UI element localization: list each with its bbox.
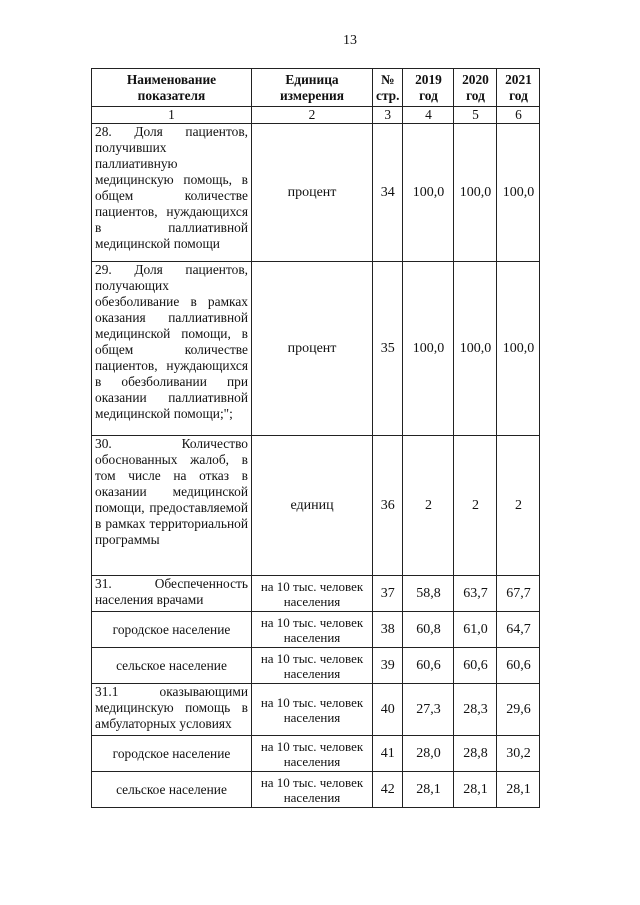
value-2020: 2 <box>454 436 497 576</box>
indicator-name: 29. Доля пациентов, получающих обезболивание в рамках оказания паллиативной медицинской помощи, в общем количестве пациентов, нуждающихся в обезболивании при оказании паллиативной медицинской помощи;"; <box>92 262 252 436</box>
unit-cell: на 10 тыс. человек населения <box>252 612 373 648</box>
header-year-2020: 2020 год <box>454 69 497 107</box>
column-number-row <box>92 107 540 124</box>
line-number-cell: 36 <box>373 436 403 576</box>
value-2019: 28,1 <box>403 772 454 808</box>
value-2021: 29,6 <box>497 684 540 736</box>
value-2020: 61,0 <box>454 612 497 648</box>
value-2020: 28,8 <box>454 736 497 772</box>
indicators-table <box>91 68 540 808</box>
table-row <box>92 262 540 436</box>
header-year-2019: 2019 год <box>403 69 454 107</box>
line-number-cell: 37 <box>373 576 403 612</box>
value-2019: 27,3 <box>403 684 454 736</box>
indicator-name: 31. Обеспеченность населения врачами <box>92 576 252 612</box>
indicator-name: городское население <box>92 612 252 648</box>
indicator-name: городское население <box>92 736 252 772</box>
line-number-cell: 41 <box>373 736 403 772</box>
indicator-name: сельское население <box>92 648 252 684</box>
value-2019: 28,0 <box>403 736 454 772</box>
value-2020: 100,0 <box>454 262 497 436</box>
indicator-name: 31.1 оказывающими медицинскую помощь в амбулаторных условиях <box>92 684 252 736</box>
line-number-cell: 38 <box>373 612 403 648</box>
unit-cell: процент <box>252 262 373 436</box>
value-2021: 60,6 <box>497 648 540 684</box>
value-2019: 2 <box>403 436 454 576</box>
value-2021: 67,7 <box>497 576 540 612</box>
value-2020: 100,0 <box>454 124 497 262</box>
value-2019: 60,6 <box>403 648 454 684</box>
page-number: 13 <box>343 33 357 48</box>
value-2021: 2 <box>497 436 540 576</box>
line-number-cell: 39 <box>373 648 403 684</box>
unit-cell: единиц <box>252 436 373 576</box>
unit-cell: на 10 тыс. человек населения <box>252 684 373 736</box>
header-year-2021: 2021 год <box>497 69 540 107</box>
header-line-number: № стр. <box>373 69 403 107</box>
table-row <box>92 736 540 772</box>
table-row <box>92 684 540 736</box>
column-number: 3 <box>373 107 403 124</box>
value-2020: 60,6 <box>454 648 497 684</box>
value-2020: 28,3 <box>454 684 497 736</box>
unit-cell: на 10 тыс. человек населения <box>252 576 373 612</box>
value-2019: 58,8 <box>403 576 454 612</box>
column-number: 4 <box>403 107 454 124</box>
table-row <box>92 436 540 576</box>
line-number-cell: 42 <box>373 772 403 808</box>
table-row <box>92 124 540 262</box>
unit-cell: процент <box>252 124 373 262</box>
value-2021: 64,7 <box>497 612 540 648</box>
value-2021: 30,2 <box>497 736 540 772</box>
indicator-name: сельское население <box>92 772 252 808</box>
column-number: 5 <box>454 107 497 124</box>
indicator-name: 30. Количество обоснованных жалоб, в том числе на отказ в оказании медицинской помощи, предоставляемой в рамках территориальной программы <box>92 436 252 576</box>
table-row <box>92 648 540 684</box>
column-number: 6 <box>497 107 540 124</box>
table-row <box>92 612 540 648</box>
line-number-cell: 35 <box>373 262 403 436</box>
value-2020: 28,1 <box>454 772 497 808</box>
column-number: 2 <box>252 107 373 124</box>
line-number-cell: 40 <box>373 684 403 736</box>
value-2019: 100,0 <box>403 124 454 262</box>
value-2020: 63,7 <box>454 576 497 612</box>
value-2021: 28,1 <box>497 772 540 808</box>
unit-cell: на 10 тыс. человек населения <box>252 648 373 684</box>
value-2019: 100,0 <box>403 262 454 436</box>
value-2019: 60,8 <box>403 612 454 648</box>
header-indicator-name: Наименование показателя <box>92 69 252 107</box>
indicator-name: 28. Доля пациентов, получивших паллиативную медицинскую помощь, в общем количестве пациентов, нуждающихся в паллиативной медицинской помощи <box>92 124 252 262</box>
value-2021: 100,0 <box>497 262 540 436</box>
value-2021: 100,0 <box>497 124 540 262</box>
header-row <box>92 69 540 107</box>
unit-cell: на 10 тыс. человек населения <box>252 772 373 808</box>
column-number: 1 <box>92 107 252 124</box>
table-row <box>92 772 540 808</box>
header-unit: Единица измерения <box>252 69 373 107</box>
table-row <box>92 576 540 612</box>
unit-cell: на 10 тыс. человек населения <box>252 736 373 772</box>
line-number-cell: 34 <box>373 124 403 262</box>
